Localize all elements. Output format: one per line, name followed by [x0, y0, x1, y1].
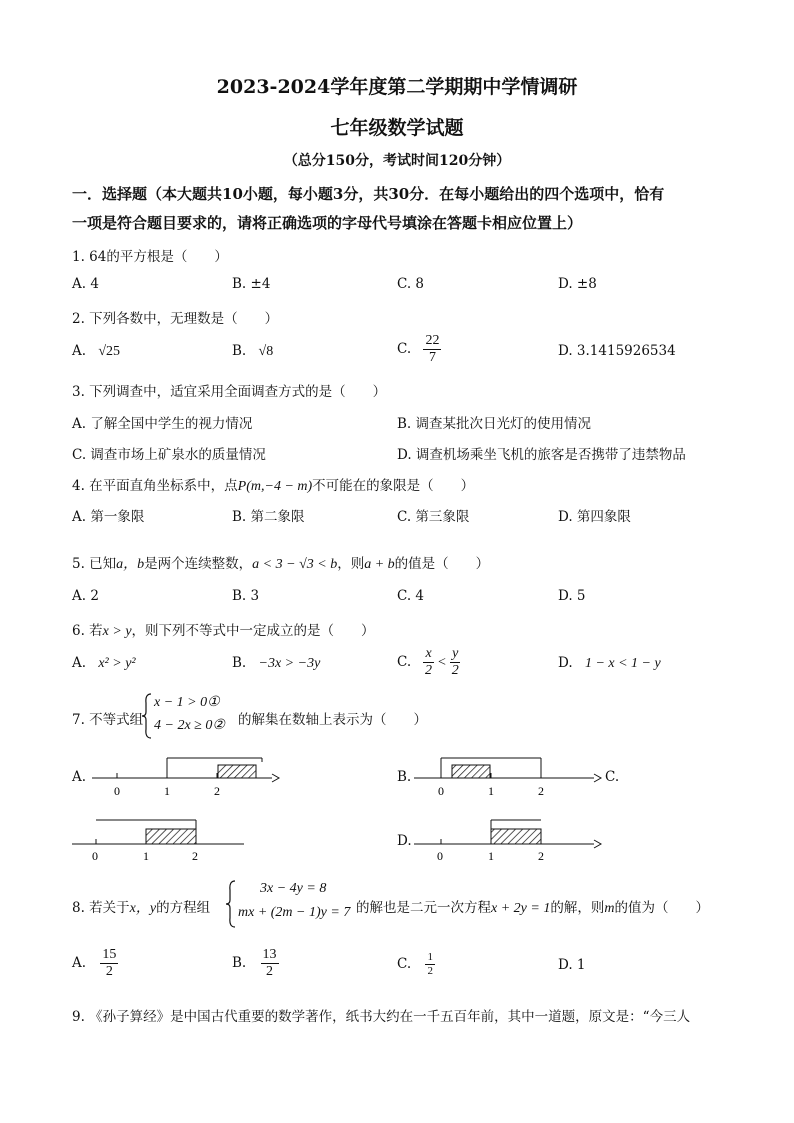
q7d-tick-1: 1 — [488, 849, 494, 863]
q5-option-a: A. 2 — [72, 588, 99, 604]
q6-option-d — [558, 655, 661, 672]
q7a-tick-1: 1 — [164, 784, 170, 798]
q6-a-value: x² > y² — [98, 656, 136, 671]
q6-c-operator: < — [437, 655, 446, 670]
q6-a-label: A. — [72, 655, 87, 671]
q2-a-value: √25 — [98, 344, 121, 359]
q8-m: m — [604, 901, 615, 916]
q6-b-value: −3x > −3y — [258, 656, 321, 671]
q8-system-brace — [226, 880, 236, 928]
q2-a-label: A. — [72, 343, 87, 359]
exam-title: 2023-2024学年度第二学期期中学情调研 — [216, 76, 578, 98]
q7-option-d-numberline — [412, 812, 602, 864]
q7a-tick-2: 2 — [214, 784, 220, 798]
q8-equation-3: x + 2y = 1 — [491, 901, 551, 916]
q7d-tick-2: 2 — [538, 849, 544, 863]
q2-b-label: B. — [232, 343, 247, 359]
q6-c-right-num: y — [452, 646, 459, 661]
q8-option-c — [397, 951, 435, 978]
q3-option-a: A. 了解全国中学生的视力情况 — [72, 416, 253, 432]
q5-ab: a，b — [116, 557, 145, 572]
q8-b-numerator: 13 — [262, 947, 277, 962]
q6-c-left-num: x — [425, 646, 432, 661]
q7-inequality-2: 4 − 2x ≥ 0② — [154, 718, 225, 733]
q2-option-b — [232, 343, 273, 360]
q5-stem-mid: 是两个连续整数， — [144, 556, 253, 572]
q4-point: P(m,−4 − m) — [237, 479, 313, 494]
q8-stem-post: 的值为（ ） — [614, 900, 709, 916]
q1-option-a: A. 4 — [72, 276, 99, 292]
q6-b-label: B. — [232, 655, 247, 671]
q1-option-d: D. ±8 — [558, 276, 597, 292]
q3-option-d: D. 调查机场乘坐飞机的旅客是否携带了违禁物品 — [397, 447, 686, 463]
q1-option-b: B. ±4 — [232, 276, 271, 292]
q7b-tick-2: 2 — [538, 784, 544, 798]
q2-option-a — [72, 343, 120, 360]
section-heading-line2: 一项是符合题目要求的，请将正确选项的字母代号填涂在答题卡相应位置上） — [72, 214, 583, 232]
q5-stem-mid2: ，则 — [337, 556, 365, 572]
q6-d-value: 1 − x < 1 − y — [584, 656, 661, 671]
q7b-tick-1: 1 — [488, 784, 494, 798]
section-heading-line1: 一．选择题（本大题共10小题，每小题3分，共30分．在每小题给出的四个选项中，恰有 — [72, 185, 665, 203]
q2-c-numerator: 22 — [425, 333, 440, 348]
q4-stem-post: 不可能在的象限是（ ） — [312, 478, 475, 494]
q8-a-denominator: 2 — [105, 964, 113, 979]
q8-xy: x，y — [129, 901, 157, 916]
q6-c-right-den: 2 — [451, 663, 459, 678]
q6-c-left-den: 2 — [425, 663, 433, 678]
q8-b-label: B. — [232, 955, 247, 971]
q4-stem-pre: 4. 在平面直角坐标系中，点 — [72, 478, 238, 494]
q5-stem-pre: 5. 已知 — [72, 556, 117, 572]
q7c-tick-2: 2 — [192, 849, 198, 863]
q8-option-b — [232, 947, 279, 980]
q6-stem-pre: 6. 若 — [72, 623, 103, 639]
q7-option-b-label: B. — [397, 769, 412, 785]
q8-a-numerator: 15 — [102, 947, 117, 962]
q7-inequality-1: x − 1 > 0① — [154, 695, 220, 710]
q8-stem-mid3: 的解，则 — [550, 900, 605, 916]
q2-option-c — [397, 333, 441, 366]
q4-option-d: D. 第四象限 — [558, 509, 631, 525]
q6-stem-post: ，则下列不等式中一定成立的是（ ） — [131, 623, 375, 639]
q7b-tick-0: 0 — [438, 784, 444, 798]
q7c-tick-0: 0 — [92, 849, 98, 863]
q5-inequality: a < 3 − √3 < b — [252, 557, 338, 572]
q8-c-numerator: 1 — [427, 951, 433, 963]
q7d-tick-0: 0 — [437, 849, 443, 863]
q7-option-b-numberline — [412, 752, 602, 800]
q7c-tick-1: 1 — [143, 849, 149, 863]
q4-option-a: A. 第一象限 — [72, 509, 145, 525]
q7-option-d-label: D. — [397, 833, 412, 849]
question-3-stem: 3. 下列调查中，适宜采用全面调查方式的是（ ） — [72, 384, 387, 400]
question-9-stem: 9. 《孙子算经》是中国古代重要的数学著作，纸书大约在一千五百年前，其中一道题，原文是：“今三人 — [72, 1009, 691, 1025]
q7-option-c-numberline — [70, 812, 250, 864]
q6-condition: x > y — [102, 624, 132, 639]
q6-d-label: D. — [558, 655, 573, 671]
question-7-stem: 7. 不等式组 — [72, 712, 144, 728]
exam-subtitle: 七年级数学试题 — [330, 117, 464, 139]
q8-equation-2: mx + (2m − 1)y = 7 — [238, 905, 351, 920]
q8-option-a — [72, 947, 118, 980]
question-5-stem — [72, 552, 489, 573]
q6-c-label: C. — [397, 654, 412, 670]
exam-note: （总分150分，考试时间120分钟） — [283, 153, 511, 169]
q5-option-c: C. 4 — [397, 588, 425, 604]
q4-option-c: C. 第三象限 — [397, 509, 470, 525]
q8-equation-1: 3x − 4y = 8 — [260, 881, 327, 896]
q2-option-d: D. 3.1415926534 — [558, 343, 676, 359]
q5-sum: a + b — [364, 557, 395, 572]
q2-c-denominator: 7 — [428, 350, 436, 365]
q8-stem-pre: 8. 若关于 — [72, 900, 130, 916]
q1-option-c: C. 8 — [397, 276, 425, 292]
q5-stem-post: 的值是（ ） — [394, 556, 490, 572]
q8-stem-mid2: 的解也是二元一次方程 — [356, 900, 491, 916]
q8-a-label: A. — [72, 955, 87, 971]
question-8-stem — [72, 896, 210, 917]
q7-stem-post: 的解集在数轴上表示为（ ） — [238, 712, 427, 728]
q8-c-denominator: 2 — [427, 965, 433, 977]
q2-c-label: C. — [397, 341, 412, 357]
q6-option-b — [232, 655, 320, 672]
q7-system-brace — [142, 693, 152, 739]
q8-stem-mid: 的方程组 — [156, 900, 211, 916]
q8-option-d: D. 1 — [558, 957, 586, 973]
q3-option-b: B. 调查某批次日光灯的使用情况 — [397, 416, 592, 432]
question-4-stem — [72, 474, 474, 495]
q7-option-a-label: A. — [72, 769, 87, 785]
q6-option-c — [397, 646, 460, 679]
q6-option-a — [72, 655, 136, 672]
question-6-stem — [72, 619, 375, 640]
question-1-stem: 1. 64的平方根是（ ） — [72, 249, 228, 265]
q4-option-b: B. 第二象限 — [232, 509, 305, 525]
q8-stem-rest — [356, 896, 709, 917]
q7-option-a-numberline — [90, 752, 280, 800]
q7a-tick-0: 0 — [114, 784, 120, 798]
q7-option-c-label: C. — [605, 769, 620, 785]
q8-b-denominator: 2 — [266, 964, 274, 979]
q5-option-d: D. 5 — [558, 588, 586, 604]
q5-option-b: B. 3 — [232, 588, 260, 604]
question-2-stem: 2. 下列各数中，无理数是（ ） — [72, 311, 279, 327]
q2-b-value: √8 — [258, 344, 274, 359]
q8-c-label: C. — [397, 956, 412, 972]
q3-option-c: C. 调查市场上矿泉水的质量情况 — [72, 447, 266, 463]
